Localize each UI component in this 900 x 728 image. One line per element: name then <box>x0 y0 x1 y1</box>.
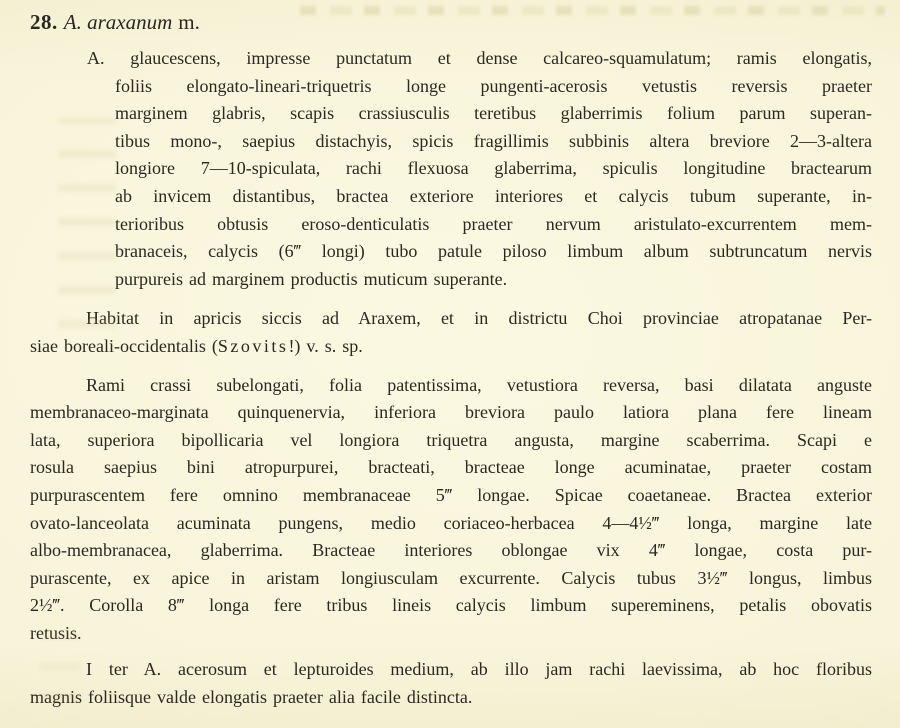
diagnosis-paragraph <box>87 45 872 293</box>
text-line: terioribus obtusis eroso-denticulatis praeter nervum aristulato-excurrentem mem- <box>115 213 872 234</box>
collector-name: Szovits <box>217 335 289 356</box>
text-line: tibus mono-, saepius distachyis, spicis fragillimis subbinis altera breviore 2—3-altera <box>115 130 872 151</box>
text-line: branaceis, calycis (6‴ longi) tubo patule piloso limbum album subtruncatum nervis <box>115 241 872 262</box>
species-name: A. araxanum <box>63 10 173 34</box>
text-line: Habitat in apricis siccis ad Araxem, et in districtu Choi provinciae atropatanae Per- <box>86 308 872 329</box>
text-line: ovato-lanceolata acuminata pungens, medio coriaceo-herbacea 4—4½‴ longa, margine late <box>30 512 872 533</box>
text-line: rosula saepius bini atropurpurei, bracteati, bracteae longe acuminatae, praeter costam <box>30 457 872 478</box>
text-line: lata, superiora bipollicaria vel longiora triquetra angusta, margine scaberrima. Scapi e <box>30 429 872 450</box>
text-line: ab invicem distantibus, bractea exteriore interiores et calycis tubum superante, in- <box>115 185 872 206</box>
habitat-line-prefix: siae boreali-occidentalis ( <box>30 335 218 356</box>
description-paragraph <box>30 372 872 648</box>
text-line: membranaceo-marginata quinquenervia, inferiora breviora paulo latiora plana fere lineam <box>30 402 872 423</box>
species-number: 28. <box>30 10 58 34</box>
text-line: albo-membranacea, glaberrima. Bracteae interiores oblongae vix 4‴ longae, costa pur- <box>30 540 872 561</box>
habitat-line-suffix: !) v. s. sp. <box>288 335 363 356</box>
text-line: 2½‴. Corolla 8‴ longa fere tribus lineis calycis limbum supereminens, petalis obovatis <box>30 595 872 616</box>
text-line: magnis foliisque valde elongatis praeter alia facile distincta. <box>30 687 473 708</box>
text-line <box>30 333 872 361</box>
text-line: purascente, ex apice in aristam longiusculam excurrente. Calycis tubus 3½‴ longus, limbus <box>30 567 872 588</box>
text-line: purpureis ad marginem productis muticum superante. <box>115 268 508 289</box>
text-line: Rami crassi subelongati, folia patentissima, vetustiora reversa, basi dilatata anguste <box>86 374 872 395</box>
bleed-through-artifact-left <box>58 118 116 328</box>
text-line: longiore 7—10-spiculata, rachi flexuosa glaberrima, spiculis longitudine bractearum <box>115 158 872 179</box>
habitat-paragraph <box>30 305 872 360</box>
text-line: purpurascentem fere omnino membranaceae 5‴ longae. Spicae coaetaneae. Bractea exterior <box>30 484 872 505</box>
text-line: marginem glabris, scapis crassiusculis teretibus glaberrimis folium parum superan- <box>115 103 872 124</box>
text-line: A. glaucescens, impresse punctatum et dense calcareo-squamulatum; ramis elongatis, <box>87 48 872 68</box>
text-line: retusis. <box>30 622 82 643</box>
text-line: I ter A. acerosum et lepturoides medium, ab illo jam rachi laevissima, ab hoc floribus <box>86 659 872 680</box>
author-abbreviation: m. <box>178 10 200 34</box>
comparison-note-paragraph <box>30 656 872 711</box>
species-heading <box>30 8 872 36</box>
text-line: foliis elongato-lineari-triquetris longe pungenti-acerosis vetustis reversis praeter <box>115 75 872 96</box>
